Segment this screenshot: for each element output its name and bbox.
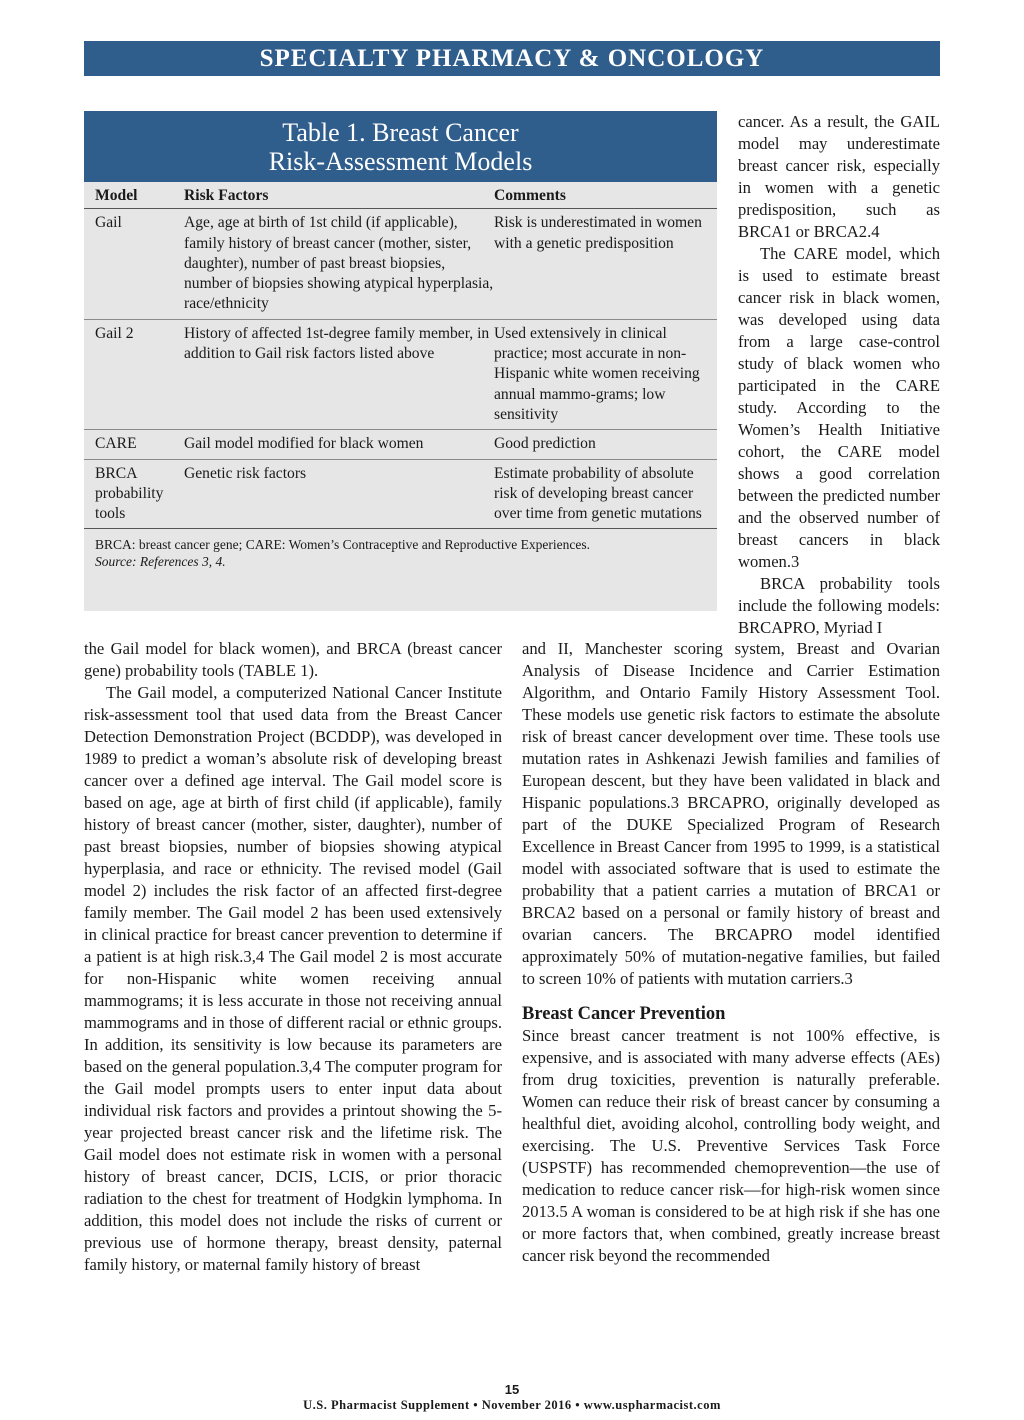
cell-model: BRCA probability tools [95,464,164,523]
table-header-row [84,182,717,209]
risk-models-table [84,111,717,611]
cell-comments: Estimate probability of absolute risk of developing breast cancer over time from genetic mutations [494,464,702,523]
paragraph: cancer. As a result, the GAIL model may underestimate breast cancer risk, especially in women with a genetic predisposition, such as BRCA1 or BRCA2.4 [738,112,940,241]
publication-footer: U.S. Pharmacist Supplement • November 2016 • www.uspharmacist.com [303,1398,721,1412]
table-row [84,209,717,319]
left-text-column [84,638,502,1276]
paragraph: the Gail model for black women), and BRCA (breast cancer gene) probability tools (TABLE 1). [84,639,502,680]
table-grid [84,182,717,529]
paragraph: The CARE model, which is used to estimate breast cancer risk in black women, was developed using data from a large case-control study of black women who participated in the CARE study. According to the Women’s Health Initiative cohort, the CARE model shows a good correlation between the predicted number and the observed number of breast cancers in black women.3 [738,244,940,571]
table-row [84,460,717,530]
col-header-model: Model [95,187,138,204]
cell-model: Gail 2 [95,324,134,342]
cell-model: Gail [95,214,122,232]
cell-factors: History of affected 1st-degree family member, in addition to Gail risk factors listed above [184,324,490,363]
table-row [84,430,717,459]
cell-comments: Risk is underestimated in women with a genetic predisposition [494,214,702,252]
section-banner: SPECIALTY PHARMACY & ONCOLOGY [84,41,940,76]
cell-factors: Gail model modified for black women [184,435,424,453]
col-header-risk-factors: Risk Factors [184,187,269,204]
cell-factors: Genetic risk factors [184,464,307,482]
table-title-line1: Table 1. Breast Cancer [282,118,519,147]
narrow-text-column [738,111,940,639]
table-title-line2: Risk-Assessment Models [268,147,533,176]
table-row [84,320,717,430]
paragraph: BRCA probability tools include the following models: BRCAPRO, Myriad I [738,574,940,637]
footnote-source: Source: References 3, 4. [95,554,226,570]
cell-model: CARE [95,435,137,453]
paragraph: and II, Manchester scoring system, Breast and Ovarian Analysis of Disease Incidence and Carrier Estimation Algorithm, and Ontario Family History Assessment Tool. These models use genetic risk factors to estimate the absolute risk of breast cancer development over time. These tools use mutation rates in Ashkenazi Jewish families and families of European descent, but they have been validated in black and Hispanic populations.3 BRCAPRO, originally developed as part of the DUKE Specialized Program of Research Excellence in Breast Cancer from 1995 to 1999, is a statistical model with associated software that is used to estimate the probability that a patient carries a mutation of BRCA1 or BRCA2 based on a personal or family history of breast and ovarian cancers. The BRCAPRO model identified approximately 50% of mutation-negative families, but failed to screen 10% of patients with mutation carriers.3 [522,639,940,988]
cell-factors: Age, age at birth of 1st child (if applicable), family history of breast cancer (mother, sister, daughter), number of past breast biopsies, number of biopsies showing atypical hyperplasia, race/ethnicity [184,214,494,313]
section-heading: Breast Cancer Prevention [522,1004,726,1024]
paragraph: The Gail model, a computerized National Cancer Institute risk-assessment tool that used data from the Breast Cancer Detection Demonstration Project (BCDDP), was developed in 1989 to predict a woman’s absolute risk of developing breast cancer over a defined age interval. The Gail model score is based on age, age at birth of first child (if applicable), family history of breast cancer (mother, sister, daughter), number of past breast biopsies, number of biopsies showing atypical hyperplasia, and race or ethnicity. The revised model (Gail model 2) includes the risk factor of an affected first-degree family member. The Gail model 2 has been used extensively in clinical practice for breast cancer prevention to determine if a patient is at high risk.3,4 The Gail model 2 is most accurate for non-Hispanic white women receiving annual mammograms; it is less accurate in those not receiving annual mammograms and in those of different racial or ethnic groups. In addition, its sensitivity is low because its parameters are based on the general population.3,4 The computer program for the Gail model prompts users to enter input data about individual risk factors and provides a printout showing the 5-year projected breast cancer risk and the lifetime risk. The Gail model does not estimate risk in women with a personal history of breast cancer, DCIS, LCIS, or prior thoracic radiation to the chest for treatment of Hodgkin lymphoma. In addition, this model does not include the risks of current or previous use of hormone therapy, breast density, paternal family history, or maternal family history of breast [84,683,502,1274]
footnote-abbreviations: BRCA: breast cancer gene; CARE: Women’s Contraceptive and Reproductive Experiences. [95,537,591,553]
col-header-comments: Comments [494,187,566,204]
table-title [84,111,717,182]
table-footnote [84,529,717,570]
paragraph: Since breast cancer treatment is not 100% effective, is expensive, and is associated with many adverse effects (AEs) from drug toxicities, prevention is naturally preferable. Women can reduce their risk of breast cancer by consuming a healthful diet, avoiding alcohol, controlling body weight, and exercising. The U.S. Preventive Services Task Force (USPSTF) has recommended chemoprevention—the use of medication to reduce cancer risk—for high-risk women since 2013.5 A woman is considered to be at high risk if she has one or more factors that, when combined, greatly increase breast cancer risk beyond the recommended [522,1026,940,1265]
page-number: 15 [504,1382,520,1397]
right-text-column [522,638,940,1267]
cell-comments: Good prediction [494,435,596,453]
cell-comments: Used extensively in clinical practice; most accurate in non-Hispanic white women receiving annual mammo-grams; low sensitivity [494,324,700,423]
